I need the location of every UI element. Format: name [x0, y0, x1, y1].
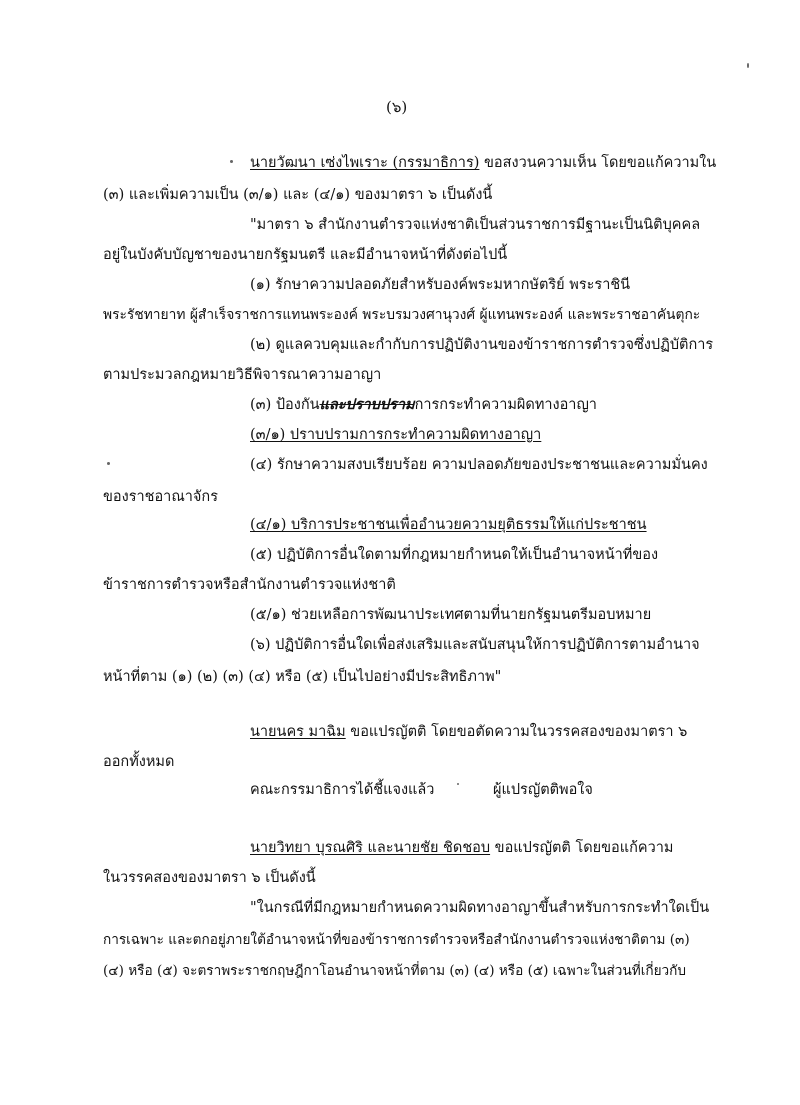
item3-line	[250, 395, 597, 415]
quote-line1: "ในกรณีที่มีกฎหมายกำหนดความผิดทางอาญาขึ้นสำหรับการกระทำใดเป็น	[250, 900, 710, 916]
scan-speck	[457, 783, 459, 785]
section2-heading	[250, 722, 687, 742]
item2-line2: ตามประมวลกฎหมายวิธีพิจารณาความอาญา	[103, 367, 382, 383]
page-number: (๖)	[386, 98, 408, 116]
para1-line1: "มาตรา ๖ สำนักงานตำรวจแห่งชาติเป็นส่วนราชการมีฐานะเป็นนิติบุคคล	[250, 217, 701, 233]
item4-1-line: (๔/๑) บริการประชาชนเพื่ออำนวยความยุติธรรมให้แก่ประชาชน	[250, 517, 647, 533]
item6-line2: หน้าที่ตาม (๑) (๒) (๓) (๔) หรือ (๕) เป็นไปอย่างมีประสิทธิภาพ"	[103, 669, 502, 685]
item4-line2: ของราชอาณาจักร	[103, 489, 218, 505]
section2-result-a: คณะกรรมาธิการได้ชี้แจงแล้ว	[250, 782, 435, 798]
section3-text-line2: ในวรรคสองของมาตรา ๖ เป็นดังนี้	[103, 870, 316, 886]
item4-line1: (๔) รักษาความสงบเรียบร้อย ความปลอดภัยของประชาชนและความมั่นคง	[250, 457, 708, 473]
item3-1-line: (๓/๑) ปราบปรามการกระทำความผิดทางอาญา	[250, 427, 542, 443]
item3-suffix: การกระทำความผิดทางอาญา	[414, 397, 597, 413]
item5-line2: ข้าราชการตำรวจหรือสำนักงานตำรวจแห่งชาติ	[103, 577, 396, 593]
section2-result-b: ผู้แปรญัตติพอใจ	[493, 782, 593, 798]
section1-heading	[250, 153, 716, 173]
section3-speaker: นายวิทยา บุรณศิริ และนายชัย ชิดชอบ	[250, 840, 491, 856]
section1-speaker: นายวัฒนา เซ่งไพเราะ (กรรมาธิการ)	[250, 155, 480, 171]
item1-line2: พระรัชทายาท ผู้สำเร็จราชการแทนพระองค์ พระบรมวงศานุวงศ์ ผู้แทนพระองค์ และพระราชอาคันตุกะ	[103, 307, 701, 323]
item5-line1: (๕) ปฏิบัติการอื่นใดตามที่กฎหมายกำหนดให้เป็นอำนาจหน้าที่ของ	[250, 547, 659, 563]
para1-line2: อยู่ในบังคับบัญชาของนายกรัฐมนตรี และมีอำนาจหน้าที่ดังต่อไปนี้	[103, 247, 508, 263]
section3-text: ขอแปรญัตติ โดยขอแก้ความ	[490, 840, 674, 856]
item3-prefix: (๓) ป้องกัน	[250, 397, 320, 413]
section2-text-line2: ออกทั้งหมด	[103, 754, 175, 770]
section3-heading	[250, 838, 673, 858]
quote-line3: (๔) หรือ (๕) จะตราพระราชกฤษฎีกาโอนอำนาจหน้าที่ตาม (๓) (๔) หรือ (๕) เฉพาะในส่วนที่เกี่ยวกับ	[103, 963, 687, 979]
item2-line1: (๒) ดูแลควบคุมและกำกับการปฏิบัติงานของข้าราชการตำรวจซึ่งปฏิบัติการ	[250, 337, 714, 353]
section1-intro: ขอสงวนความเห็น โดยขอแก้ความใน	[479, 155, 717, 171]
quote-line2: การเฉพาะ และตกอยู่ภายใต้อำนาจหน้าที่ของข้าราชการตำรวจหรือสำนักงานตำรวจแห่งชาติตาม (๓)	[103, 932, 690, 948]
section2-text: ขอแปรญัตติ โดยขอตัดความในวรรคสองของมาตรา ๖	[345, 724, 688, 740]
section1-intro-line2: (๓) และเพิ่มความเป็น (๓/๑) และ (๔/๑) ของมาตรา ๖ เป็นดังนี้	[103, 187, 493, 203]
section2-speaker: นายนคร มาฉิม	[250, 724, 346, 740]
scan-speck	[747, 63, 749, 68]
item1-line1: (๑) รักษาความปลอดภัยสำหรับองค์พระมหากษัตริย์ พระราชินี	[250, 277, 631, 293]
scan-speck	[230, 160, 233, 163]
scan-speck	[107, 462, 110, 465]
item3-struck-text: และปราบปราม	[319, 396, 415, 413]
item6-line1: (๖) ปฏิบัติการอื่นใดเพื่อส่งเสริมและสนับสนุนให้การปฏิบัติการตามอำนาจ	[250, 637, 700, 653]
item5-1-line: (๕/๑) ช่วยเหลือการพัฒนาประเทศตามที่นายกรัฐมนตรีมอบหมาย	[250, 607, 652, 623]
